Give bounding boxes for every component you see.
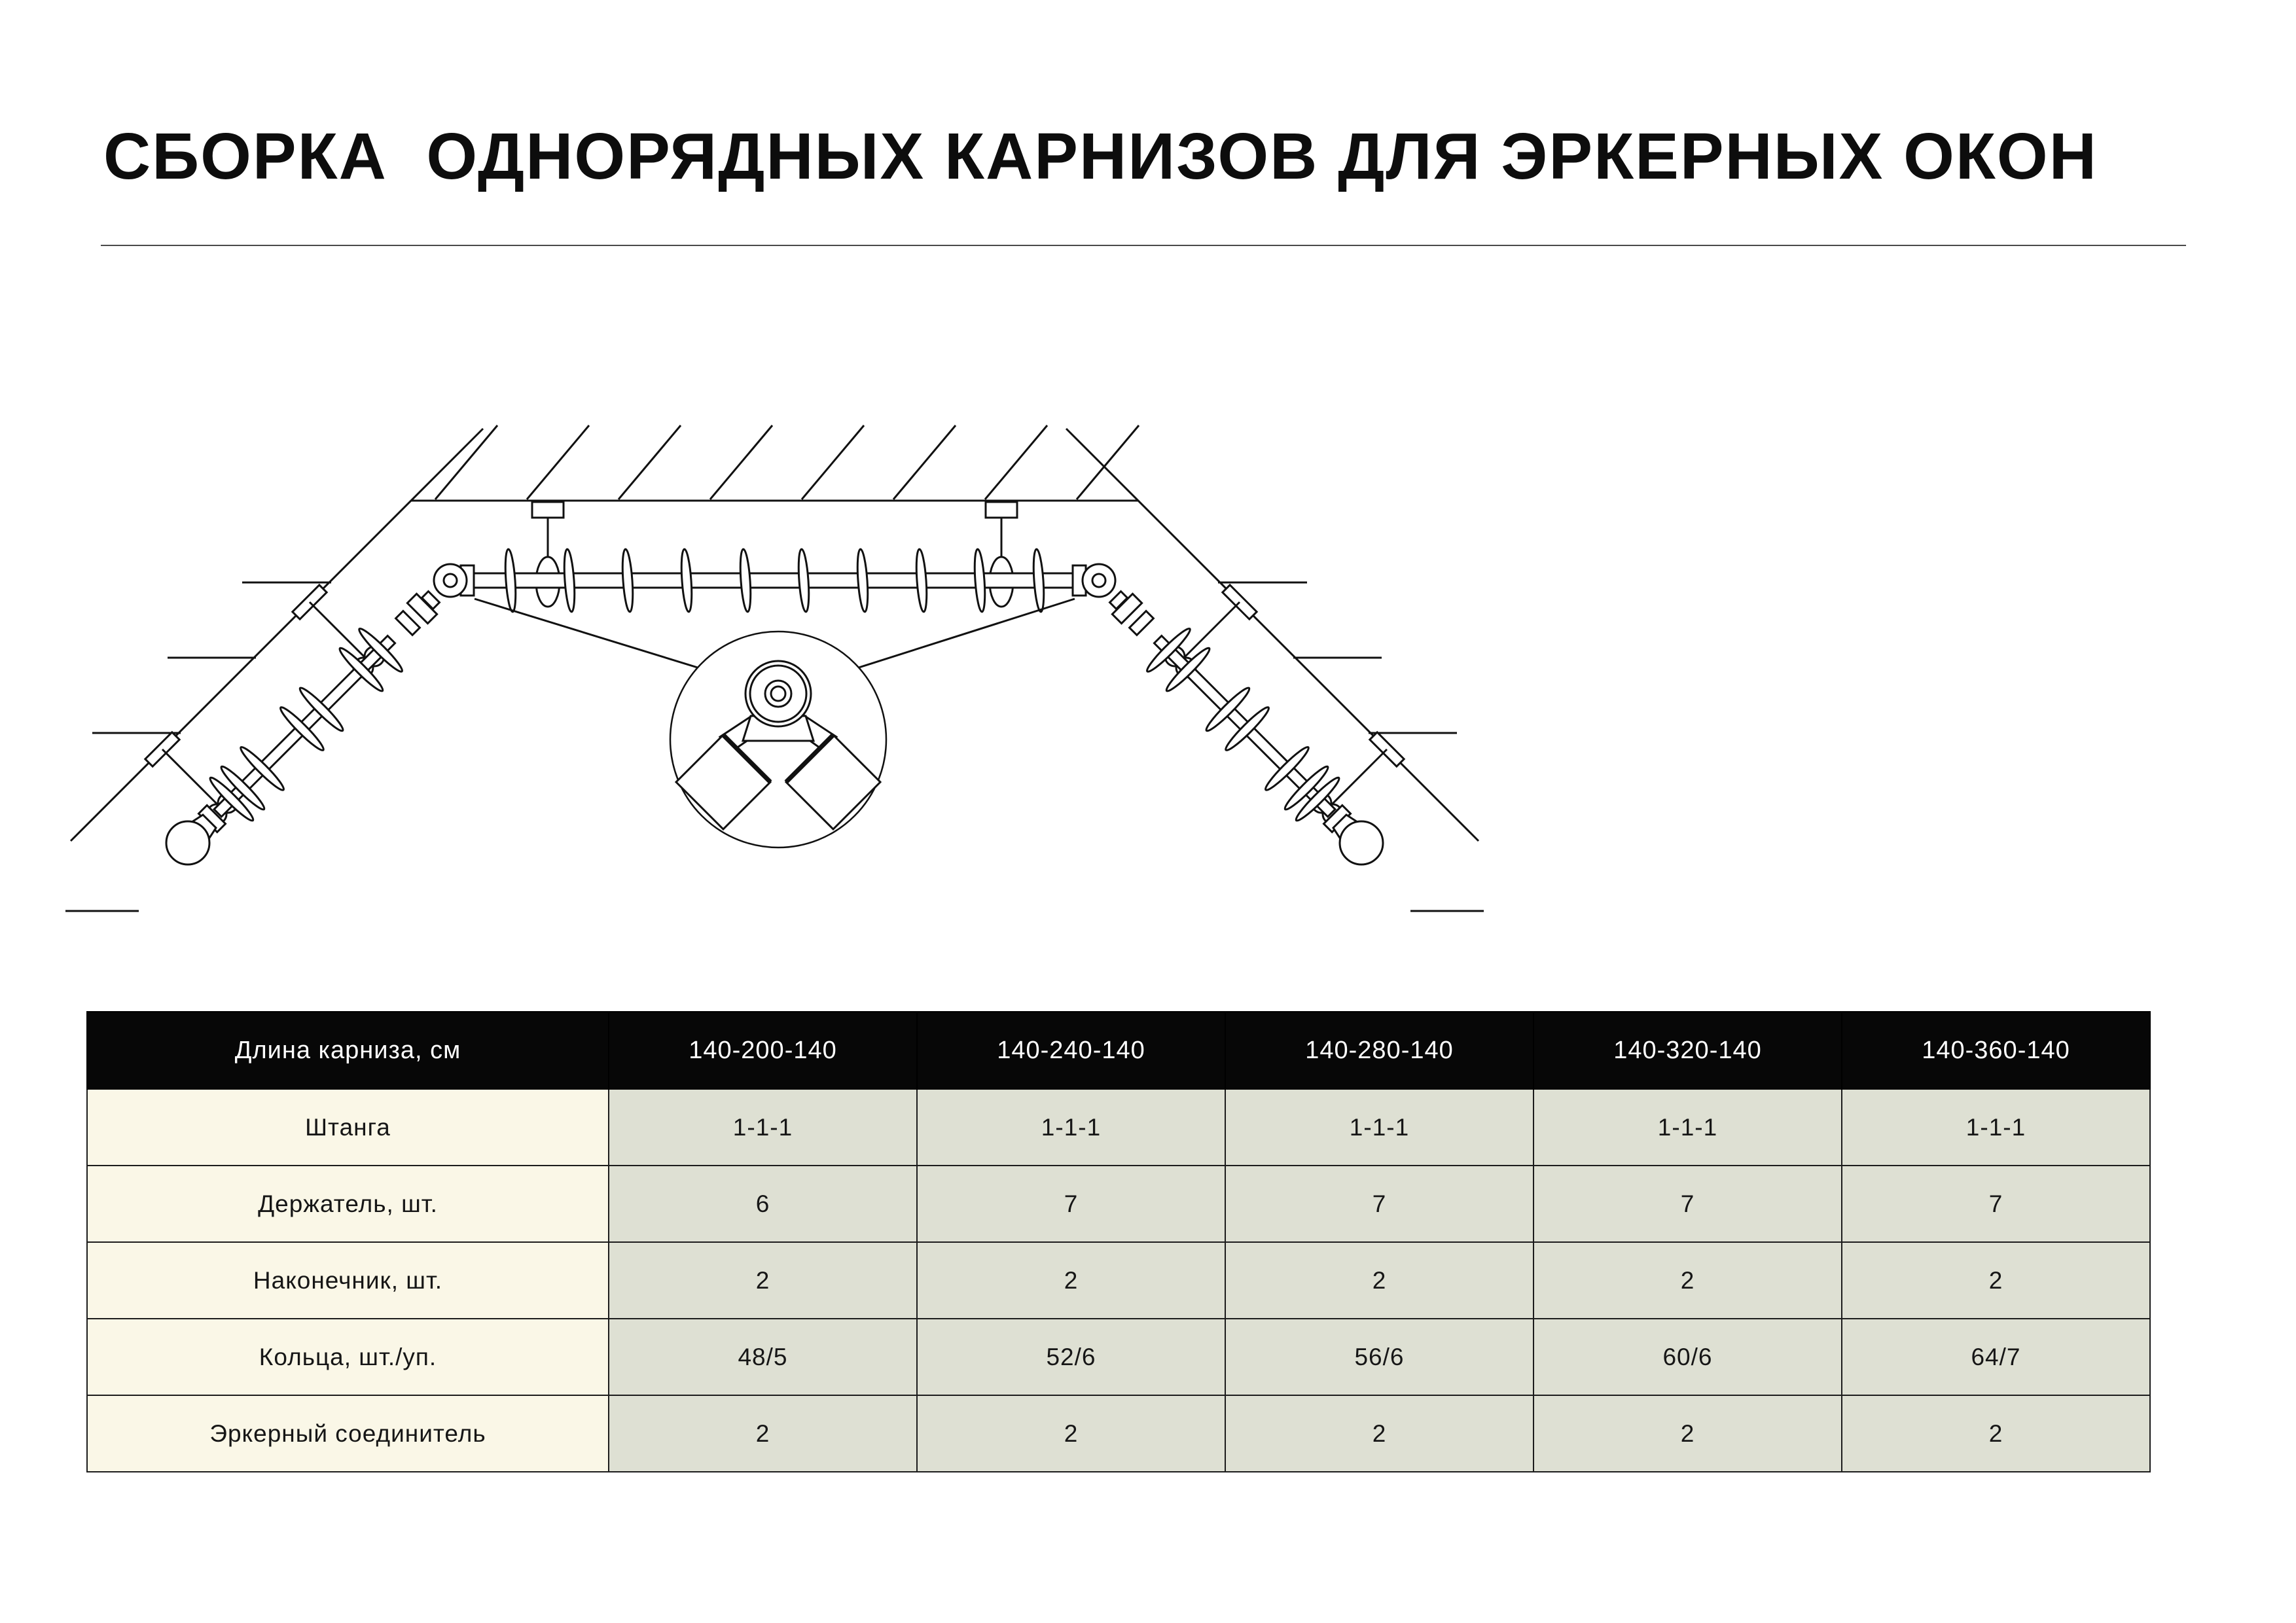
title-rule	[101, 245, 2186, 246]
value-cell: 2	[609, 1242, 917, 1319]
value-cell: 1-1-1	[609, 1089, 917, 1166]
value-cell: 2	[1842, 1242, 2150, 1319]
right-angled-rod	[1110, 592, 1383, 865]
value-cell: 2	[1225, 1395, 1534, 1472]
column-header: 140-320-140	[1534, 1012, 1842, 1089]
value-cell: 1-1-1	[1534, 1089, 1842, 1166]
page-title: СБОРКА ОДНОРЯДНЫХ КАРНИЗОВ ДЛЯ ЭРКЕРНЫХ ОКОН	[103, 120, 2098, 193]
ceiling-holder-right	[986, 502, 1017, 607]
column-header: 140-360-140	[1842, 1012, 2150, 1089]
value-cell: 7	[1225, 1166, 1534, 1242]
value-cell: 2	[1842, 1395, 2150, 1472]
value-cell: 2	[1534, 1242, 1842, 1319]
left-finial-ball	[166, 821, 209, 865]
row-label: Кольца, шт./уп.	[87, 1319, 609, 1395]
right-wall-holders	[1165, 585, 1404, 824]
value-cell: 2	[1534, 1395, 1842, 1472]
table-header-row	[87, 1012, 2150, 1089]
magnifier-circle	[670, 632, 886, 847]
specs-table	[86, 1011, 2151, 1472]
value-cell: 6	[609, 1166, 917, 1242]
value-cell: 52/6	[917, 1319, 1225, 1395]
left-angled-rod	[166, 592, 439, 865]
row-label: Наконечник, шт.	[87, 1242, 609, 1319]
row-label: Штанга	[87, 1089, 609, 1166]
value-cell: 1-1-1	[1225, 1089, 1534, 1166]
table-row	[87, 1319, 2150, 1395]
right-pivot-connector	[1083, 564, 1115, 597]
row-label: Держатель, шт.	[87, 1166, 609, 1242]
value-cell: 2	[917, 1395, 1225, 1472]
value-cell: 1-1-1	[917, 1089, 1225, 1166]
left-wall-holders	[145, 585, 384, 824]
value-cell: 56/6	[1225, 1319, 1534, 1395]
column-header: 140-280-140	[1225, 1012, 1534, 1089]
right-finial-ball	[1340, 821, 1383, 865]
value-cell: 60/6	[1534, 1319, 1842, 1395]
table-row	[87, 1089, 2150, 1166]
column-header: 140-200-140	[609, 1012, 917, 1089]
value-cell: 7	[1842, 1166, 2150, 1242]
table-row	[87, 1395, 2150, 1472]
table-row	[87, 1166, 2150, 1242]
column-header: 140-240-140	[917, 1012, 1225, 1089]
value-cell: 7	[1534, 1166, 1842, 1242]
value-cell: 2	[1225, 1242, 1534, 1319]
ceiling-hatching-icon	[435, 425, 1139, 499]
column-header: Длина карниза, см	[87, 1012, 609, 1089]
value-cell: 2	[609, 1395, 917, 1472]
value-cell: 7	[917, 1166, 1225, 1242]
left-pivot-connector	[434, 564, 467, 597]
value-cell: 48/5	[609, 1319, 917, 1395]
value-cell: 2	[917, 1242, 1225, 1319]
ceiling-holder-left	[532, 502, 564, 607]
row-label: Эркерный соединитель	[87, 1395, 609, 1472]
assembly-diagram	[65, 380, 1505, 955]
table-row	[87, 1242, 2150, 1319]
assembly-diagram-svg	[65, 380, 1505, 955]
value-cell: 64/7	[1842, 1319, 2150, 1395]
value-cell: 1-1-1	[1842, 1089, 2150, 1166]
